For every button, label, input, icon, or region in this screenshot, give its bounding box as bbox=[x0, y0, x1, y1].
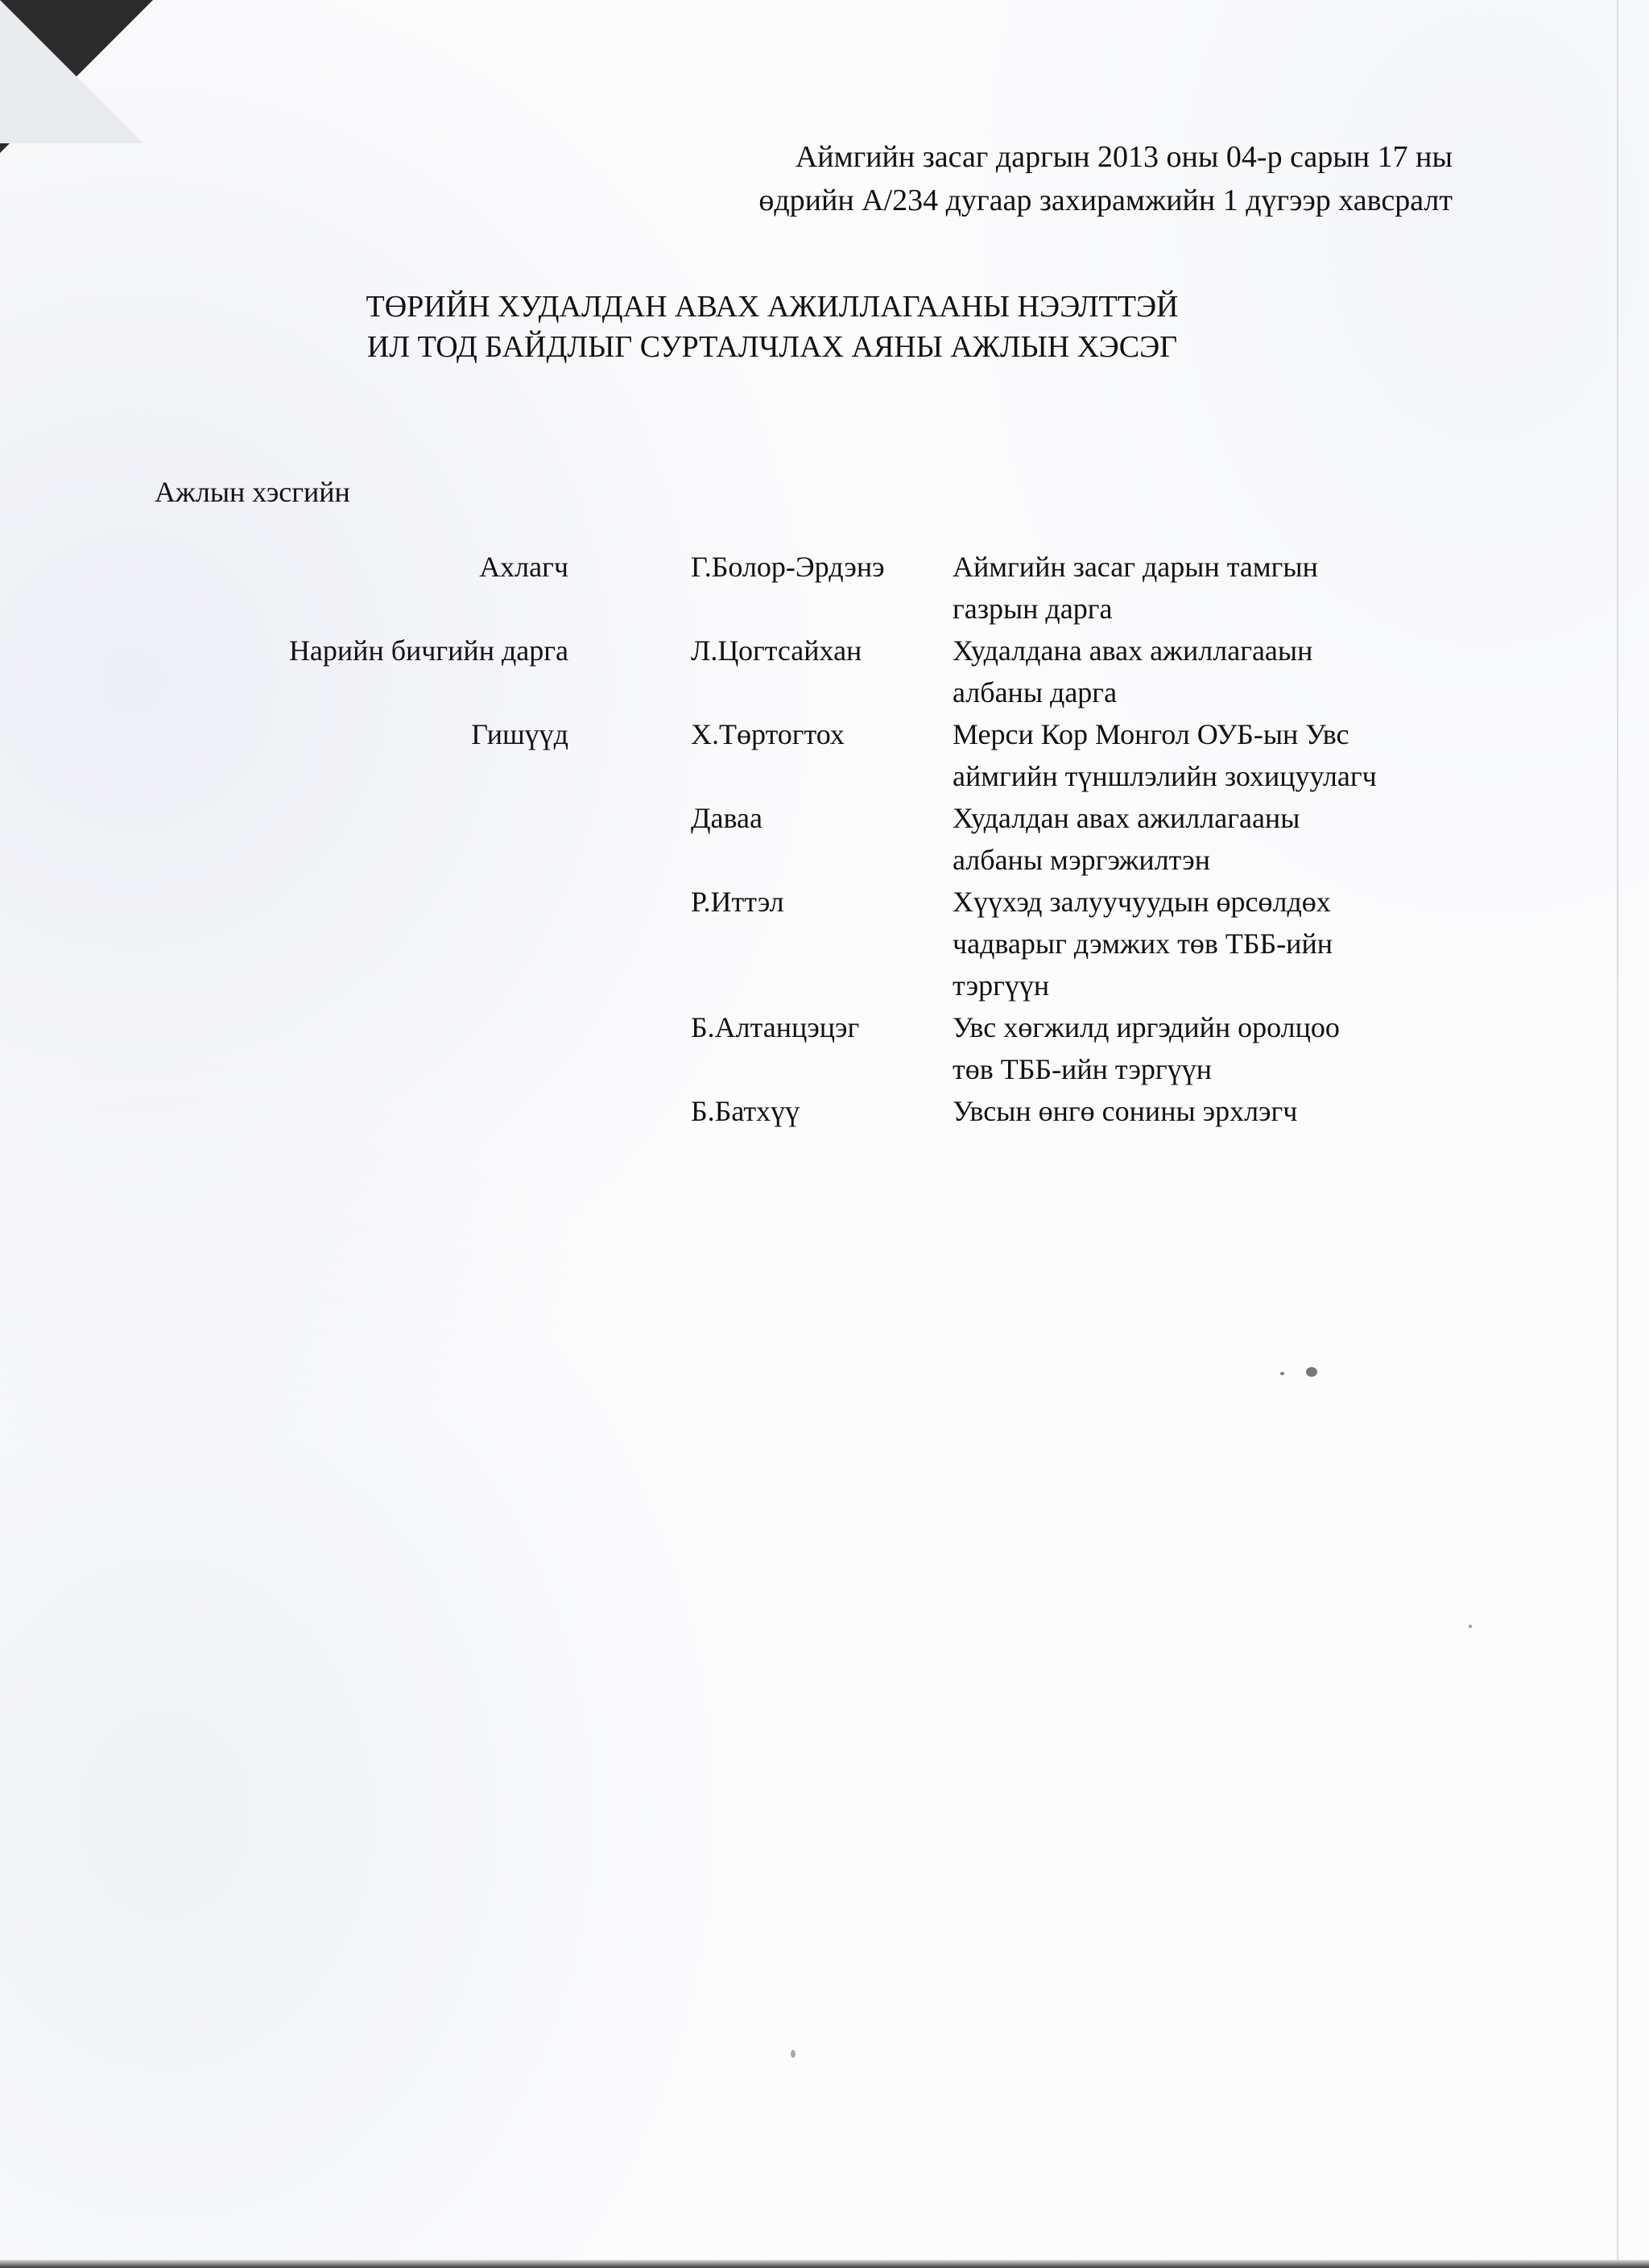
member-position-line: Аймгийн засаг дарын тамгын bbox=[953, 551, 1318, 583]
scan-speck bbox=[791, 2050, 796, 2058]
member-position-line: албаны дарга bbox=[953, 676, 1118, 708]
member-role: Нарийн бичгийн дарга bbox=[288, 634, 568, 667]
member-position-line: Увсын өнгө сонины эрхлэгч bbox=[953, 1095, 1298, 1127]
member-name: Б.Батхүү bbox=[691, 1095, 800, 1127]
scan-speck bbox=[1469, 1625, 1472, 1628]
member-position bbox=[953, 546, 1468, 630]
member-position-line: газрын дарга bbox=[953, 593, 1113, 625]
member-name: Г.Болор-Эрдэнэ bbox=[691, 551, 885, 583]
member-position bbox=[953, 630, 1468, 713]
scan-speck bbox=[1280, 1372, 1284, 1375]
document-title bbox=[0, 287, 1649, 367]
member-position-line: Мерси Кор Монгол ОУБ-ын Увс bbox=[953, 718, 1349, 750]
member-position-line: Худалдана авах ажиллагааын bbox=[953, 634, 1313, 667]
member-position-line: чадварыг дэмжих төв ТББ-ийн bbox=[953, 927, 1333, 960]
member-position-line: Хүүхэд залуучуудын өрсөлдөх bbox=[953, 886, 1331, 918]
annex-reference-line-2: өдрийн А/234 дугаар захирамжийн 1 дүгээр хавсралт bbox=[758, 184, 1453, 217]
member-name: Даваа bbox=[691, 802, 763, 834]
document-title-line-1: ТӨРИЙН ХУДАЛДАН АВАХ АЖИЛЛАГААНЫ НЭЭЛТТЭЙ bbox=[366, 290, 1179, 324]
annex-reference bbox=[758, 135, 1453, 222]
member-name: Б.Алтанцэцэг bbox=[691, 1011, 860, 1043]
scan-edge-bottom bbox=[0, 2260, 1649, 2268]
annex-reference-line-1: Аймгийн засаг даргын 2013 оны 04-р сарын 17 ны bbox=[795, 140, 1453, 174]
member-position bbox=[953, 797, 1468, 881]
scan-speck bbox=[1306, 1367, 1317, 1377]
member-position-line: Худалдан авах ажиллагааны bbox=[953, 802, 1300, 834]
member-position-line: аймгийн түншлэлийн зохицуулагч bbox=[953, 760, 1377, 792]
member-position bbox=[953, 1090, 1468, 1132]
member-position-line: Увс хөгжилд иргэдийн оролцоо bbox=[953, 1011, 1340, 1043]
member-position bbox=[953, 713, 1468, 797]
member-name: Л.Цогтсайхан bbox=[691, 634, 862, 667]
member-name: Р.Иттэл bbox=[691, 886, 784, 918]
member-role: Ахлагч bbox=[479, 551, 568, 583]
member-position-line: тэргүүн bbox=[953, 969, 1050, 1002]
member-role: Гишүүд bbox=[471, 718, 568, 750]
member-name: Х.Төртогтох bbox=[691, 718, 845, 750]
member-position bbox=[953, 1006, 1468, 1090]
folded-corner-underside bbox=[0, 0, 143, 143]
member-position-line: төв ТББ-ийн тэргүүн bbox=[953, 1053, 1212, 1085]
member-position bbox=[953, 881, 1468, 1006]
section-label: Ажлын хэсгийн bbox=[155, 476, 350, 508]
member-position-line: албаны мэргэжилтэн bbox=[953, 844, 1211, 876]
document-title-line-2: ИЛ ТОД БАЙДЛЫГ СУРТАЛЧЛАХ АЯНЫ АЖЛЫН ХЭСЭГ bbox=[366, 330, 1178, 364]
